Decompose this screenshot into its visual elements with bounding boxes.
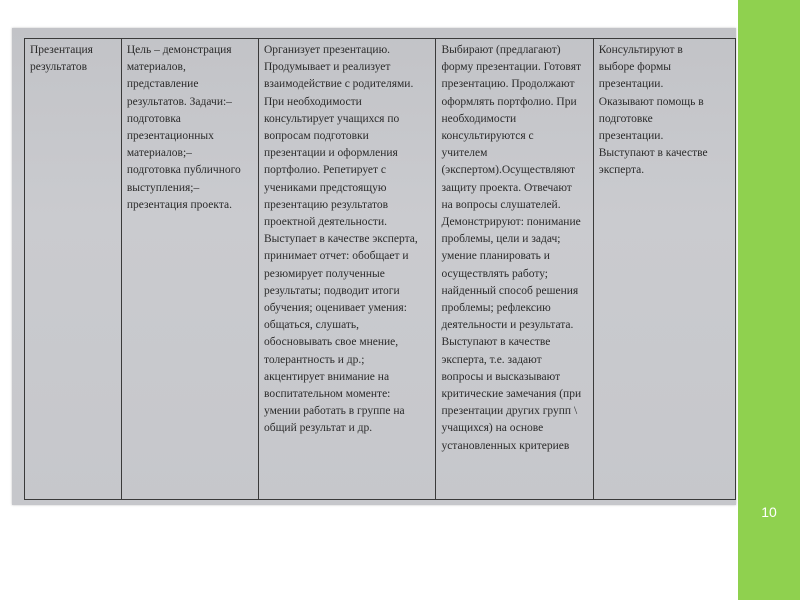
table-cell-teacher-activity: Организует презентацию. Продумывает и реализует взаимодействие с родителями. При необходимости консультирует учащихся по вопросам подготовки презентации и оформления портфолио. Репетирует с учениками предстоящую презентацию результатов проектной деятельности. Выступает в качестве эксперта, принимает отчет: обобщает и резюмирует полученные результаты; подводит итоги обучения; оценивает умения: общаться, слушать, обосновывать свое мнение, толерантность и др.; акцентирует внимание на воспитательном моменте: умении работать в группе на общий результат и др. — [258, 39, 435, 500]
slide-page-number: 10 — [761, 504, 777, 520]
stages-table — [24, 38, 736, 500]
scanned-table-image — [12, 28, 736, 505]
table-cell-parents-activity: Консультируют в выборе формы презентации. Оказывают помощь в подготовке презентации. Выступают в качестве эксперта. — [593, 39, 735, 500]
table-cell-goals: Цель – демонстрация материалов, представление результатов. Задачи:– подготовка презентационных материалов;– подготовка публичного выступления;– презентация проекта. — [121, 39, 258, 500]
table-row — [25, 39, 736, 500]
table-cell-stage: Презентация результатов — [25, 39, 122, 500]
table-cell-student-activity: Выбирают (предлагают) форму презентации. Готовят презентацию. Продолжают оформлять портфолио. При необходимости консультируются с учителем (экспертом).Осуществляют защиту проекта. Отвечают на вопросы слушателей. Демонстрируют: понимание проблемы, цели и задач; умение планировать и осуществлять работу; найденный способ решения проблемы; рефлексию деятельности и результата. Выступают в качестве эксперта, т.е. задают вопросы и высказывают критические замечания (при презентации других групп \ учащихся) на основе установленных критериев — [436, 39, 593, 500]
